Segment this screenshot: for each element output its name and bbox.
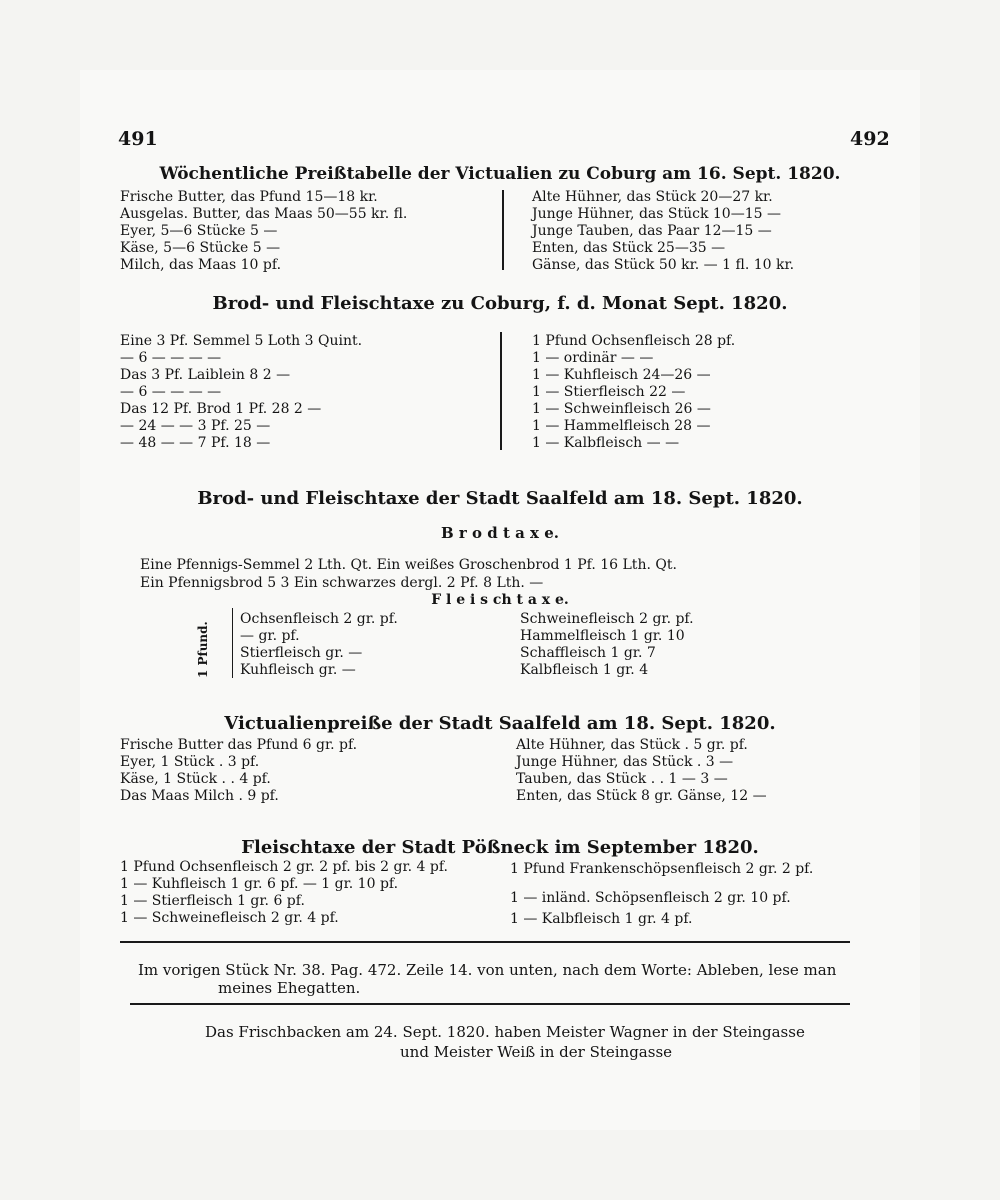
list-item: 1 — Kuhfleisch 24—26 —: [532, 367, 711, 383]
pfund-label: 1 Pfund.: [196, 621, 210, 678]
correction-note-line-2: meines Ehegatten.: [218, 979, 361, 997]
list-item: 1 — Hammelfleisch 28 —: [532, 418, 711, 434]
coburg-weekly-title: Wöchentliche Preißtabelle der Victualien zu Coburg am 16. Sept. 1820.: [159, 164, 841, 184]
list-item: 1 Pfund Ochsenfleisch 2 gr. 2 pf. bis 2 gr. 4 pf.: [120, 859, 448, 875]
list-item: — 48 — — 7 Pf. 18 —: [120, 435, 271, 451]
list-item: Junge Hühner, das Stück 10—15 —: [532, 206, 781, 222]
list-item: 1 — Kalbfleisch — —: [532, 435, 680, 451]
list-item: Enten, das Stück 8 gr. Gänse, 12 —: [516, 788, 767, 804]
list-item: Junge Hühner, das Stück . 3 —: [516, 754, 734, 770]
baking-notice-line-1: Das Frischbacken am 24. Sept. 1820. haben Meister Wagner in der Steingasse: [205, 1023, 805, 1041]
list-item: 1 — Stierfleisch 22 —: [532, 384, 686, 400]
list-item: 1 — Kuhfleisch 1 gr. 6 pf. — 1 gr. 10 pf.: [120, 876, 399, 892]
fleischtaxe-heading: F l e i s ch t a x e.: [431, 592, 569, 608]
coburg-tax-title: Brod- und Fleischtaxe zu Coburg, f. d. Monat Sept. 1820.: [212, 293, 788, 314]
list-item: 1 — Stierfleisch 1 gr. 6 pf.: [120, 893, 305, 909]
bracket-line: [232, 608, 233, 678]
list-item: Milch, das Maas 10 pf.: [120, 257, 282, 273]
list-item: 1 — ordinär — —: [532, 350, 654, 366]
section-divider: [120, 941, 850, 943]
list-item: Das 3 Pf. Laiblein 8 2 —: [120, 367, 291, 383]
list-item: — 24 — — 3 Pf. 25 —: [120, 418, 271, 434]
page-number-right: 492: [850, 128, 890, 150]
list-item: 1 — Kalbfleisch 1 gr. 4 pf.: [510, 911, 693, 927]
list-item: Schaffleisch 1 gr. 7: [520, 645, 656, 661]
list-item: — 6 — — — —: [120, 350, 222, 366]
list-item: Käse, 1 Stück . . 4 pf.: [120, 771, 271, 787]
list-item: 1 Pfund Frankenschöpsenfleisch 2 gr. 2 pf.: [510, 861, 814, 877]
list-item: Ausgelas. Butter, das Maas 50—55 kr. fl.: [120, 206, 408, 222]
list-item: Eyer, 1 Stück . 3 pf.: [120, 754, 260, 770]
section-divider: [130, 1003, 850, 1005]
list-item: Eine Pfennigs-Semmel 2 Lth. Qt. Ein weißes Groschenbrod 1 Pf. 16 Lth. Qt.: [140, 557, 677, 573]
list-item: Frische Butter, das Pfund 15—18 kr.: [120, 189, 378, 205]
list-item: — 6 — — — —: [120, 384, 222, 400]
poessneck-tax-title: Fleischtaxe der Stadt Pößneck im September 1820.: [241, 837, 759, 858]
baking-notice-line-2: und Meister Weiß in der Steingasse: [400, 1043, 673, 1061]
list-item: Gänse, das Stück 50 kr. — 1 fl. 10 kr.: [532, 257, 795, 273]
list-item: Enten, das Stück 25—35 —: [532, 240, 726, 256]
list-item: Alte Hühner, das Stück 20—27 kr.: [532, 189, 773, 205]
list-item: Das 12 Pf. Brod 1 Pf. 28 2 —: [120, 401, 322, 417]
saalfeld-tax-title: Brod- und Fleischtaxe der Stadt Saalfeld am 18. Sept. 1820.: [197, 488, 803, 509]
list-item: Schweinefleisch 2 gr. pf.: [520, 611, 694, 627]
column-divider: [502, 190, 504, 270]
list-item: Junge Tauben, das Paar 12—15 —: [532, 223, 772, 239]
list-item: Eyer, 5—6 Stücke 5 —: [120, 223, 278, 239]
list-item: Tauben, das Stück . . 1 — 3 —: [516, 771, 728, 787]
brodtaxe-heading: B r o d t a x e.: [441, 524, 559, 542]
list-item: Stierfleisch gr. —: [240, 645, 363, 661]
correction-note-line-1: Im vorigen Stück Nr. 38. Pag. 472. Zeile 14. von unten, nach dem Worte: Ableben, lese man: [138, 961, 837, 979]
list-item: Das Maas Milch . 9 pf.: [120, 788, 279, 804]
list-item: 1 — Schweinfleisch 26 —: [532, 401, 711, 417]
list-item: 1 — Schweinefleisch 2 gr. 4 pf.: [120, 910, 339, 926]
list-item: Hammelfleisch 1 gr. 10: [520, 628, 685, 644]
list-item: Kuhfleisch gr. —: [240, 662, 356, 678]
column-divider: [500, 332, 502, 450]
page-number-left: 491: [118, 128, 158, 150]
list-item: Alte Hühner, das Stück . 5 gr. pf.: [516, 737, 748, 753]
list-item: — gr. pf.: [240, 628, 300, 644]
list-item: Ein Pfennigsbrod 5 3 Ein schwarzes dergl. 2 Pf. 8 Lth. —: [140, 575, 544, 591]
list-item: 1 — inländ. Schöpsenfleisch 2 gr. 10 pf.: [510, 890, 791, 906]
list-item: 1 Pfund Ochsenfleisch 28 pf.: [532, 333, 736, 349]
saalfeld-prices-title: Victualienpreiße der Stadt Saalfeld am 18. Sept. 1820.: [224, 713, 776, 734]
list-item: Ochsenfleisch 2 gr. pf.: [240, 611, 398, 627]
list-item: Eine 3 Pf. Semmel 5 Loth 3 Quint.: [120, 333, 363, 349]
list-item: Kalbfleisch 1 gr. 4: [520, 662, 649, 678]
list-item: Frische Butter das Pfund 6 gr. pf.: [120, 737, 358, 753]
list-item: Käse, 5—6 Stücke 5 —: [120, 240, 281, 256]
